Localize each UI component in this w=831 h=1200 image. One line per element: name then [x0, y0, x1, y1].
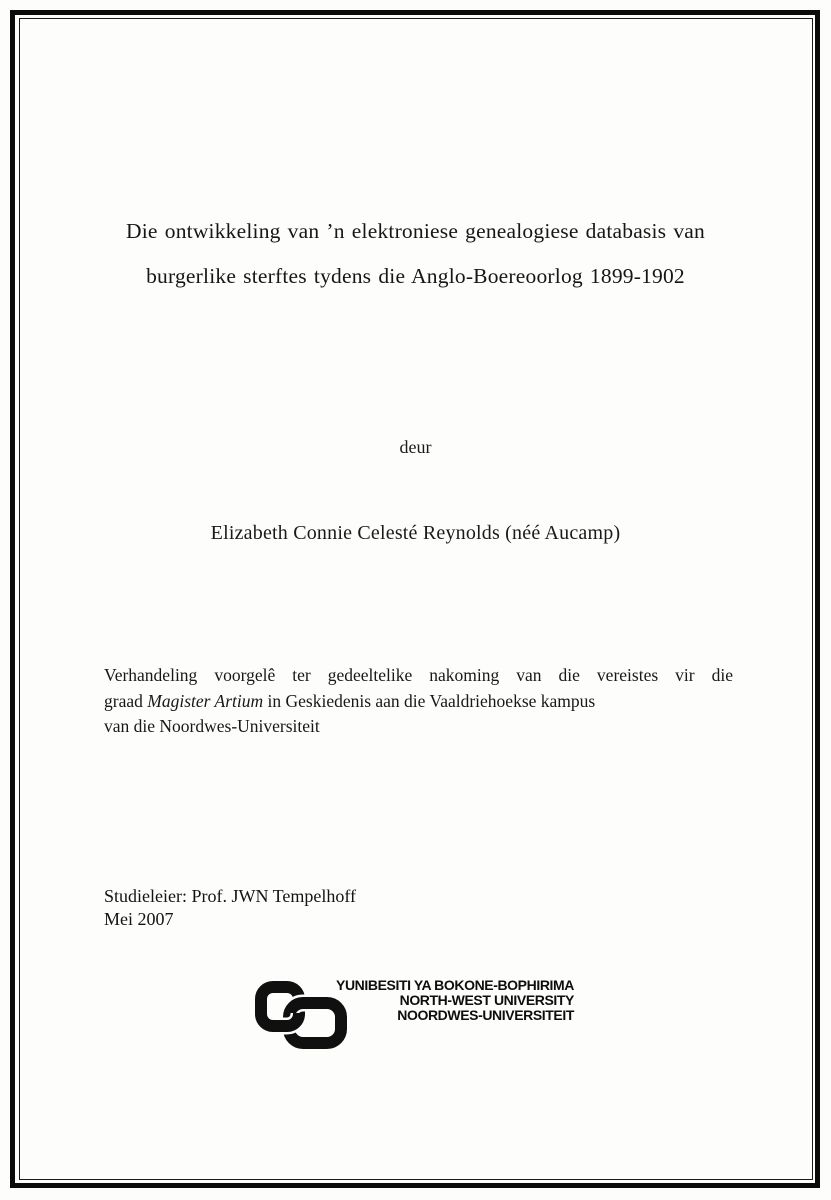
degree-statement-line3: van die Noordwes-Universiteit: [104, 716, 320, 736]
university-logo: [252, 977, 582, 1055]
date-line: Mei 2007: [104, 909, 174, 929]
supervisor-block: [104, 885, 356, 931]
degree-statement: [104, 663, 733, 740]
degree-statement-line1: Verhandeling voorgelê ter gedeeltelike nakoming van die vereistes vir die: [104, 665, 733, 685]
university-name-setswana: YUNIBESITI YA BOKONE-BOPHIRIMA: [336, 977, 574, 993]
thesis-title-line2: burgerlike sterftes tydens die Anglo-Boereoorlog 1899-1902: [146, 264, 685, 288]
author-name: Elizabeth Connie Celesté Reynolds (néé Aucamp): [210, 522, 621, 544]
thesis-title-line1: Die ontwikkeling van ’n elektroniese genealogiese databasis van: [126, 219, 705, 243]
byline-deur: deur: [399, 437, 432, 457]
university-name-english: NORTH-WEST UNIVERSITY: [399, 992, 574, 1009]
university-name-afrikaans: NOORDWES-UNIVERSITEIT: [397, 1007, 574, 1024]
supervisor-line: Studieleier: Prof. JWN Tempelhoff: [104, 886, 357, 906]
degree-statement-line2-prefix: graad: [104, 690, 148, 711]
degree-statement-line2: [104, 689, 733, 715]
university-logo-text: [318, 978, 574, 1024]
degree-name-italic: Magister Artium: [147, 690, 264, 711]
thesis-title: [50, 209, 781, 299]
degree-statement-line2-suffix: in Geskiedenis aan die Vaaldriehoekse kampus: [263, 690, 596, 711]
